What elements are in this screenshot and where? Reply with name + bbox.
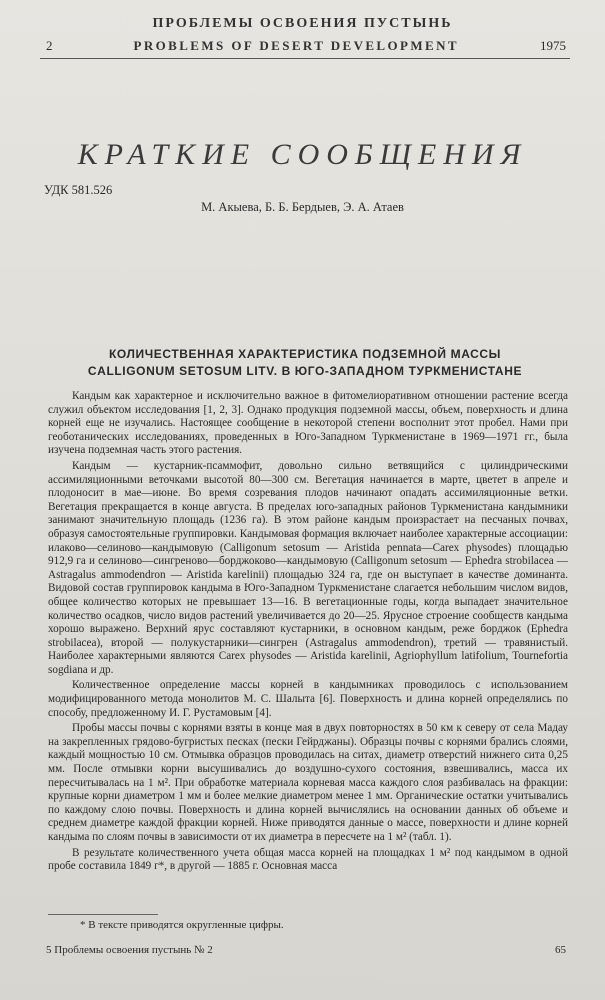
article-title-line: КОЛИЧЕСТВЕННАЯ ХАРАКТЕРИСТИКА ПОДЗЕМНОЙ МАССЫ xyxy=(108,347,502,361)
article-title-line: CALLIGONUM SETOSUM LITV. В ЮГО-ЗАПАДНОМ ТУРКМЕНИСТАНЕ xyxy=(87,364,523,378)
paragraph: Кандым как характерное и исключительно важное в фитомелиоративном отношении растение всегда служил объектом исследования [1, 2, 3]. Однако продукция подземной массы, объем, поверхность и длина корней еще не изучались. Настоящее сообщение в некоторой степени восполнит этот пробел. Нами при геоботанических исследованиях, проведенных в Юго-Западном Туркменистане в 1969—1971 гг., была изучена подземная часть этого растения. xyxy=(48,390,568,457)
authors: М. Акыева, Б. Б. Бердыев, Э. А. Атаев xyxy=(201,200,404,214)
page-number: 65 xyxy=(555,944,566,956)
footnote: * В тексте приводятся округленные цифры. xyxy=(80,919,284,931)
issue-number: 2 xyxy=(46,38,53,53)
paragraph: Количественное определение массы корней в кандымниках проводилось с использованием модифицированного метода монолитов М. С. Шалыта [6]. Поверхность и длина корней определялись по способу, предложенному И. Г. Рустамовым [4]. xyxy=(48,679,568,719)
header-divider xyxy=(40,58,570,59)
journal-title-ru: ПРОБЛЕМЫ ОСВОЕНИЯ ПУСТЫНЬ xyxy=(152,16,453,31)
page-footer xyxy=(46,944,566,956)
article-body xyxy=(48,390,568,876)
footnote-divider xyxy=(48,914,158,915)
article-title xyxy=(40,346,570,380)
paragraph: Кандым — кустарник-псаммофит, довольно сильно ветвящийся с цилиндрическими ассимиляционными веточками высотой 80—300 см. Вегетация начинается в марте, цветет в апреле и плодоносит в мае—июне. Во время созревания плодов начинают опадать ассимиляционные ветки. Вегетация прекращается в конце августа. В пределах юго-западных районов Туркменистана кандымники занимают значительную площадь (1236 га). В этом районе кандым произрастает на песчаных почвах, образуя самостоятельные группировки. Кандымовая формация включает наиболее характерные ассоциации: илаково—селиново—кандымовую (Calligonum setosum — Aristida pennata—Carex physodes) площадью 912,9 га и селиново—сингреново—борджоково—кандымовую (Calligonum setosum — Ephedra strobilacea — Astragalus ammodendron — Aristida karelinii) площадью 324 га, где он выступает в качестве доминанта. Видовой состав группировок кандыма в Юго-Западном Туркменистане слагается небольшим числом видов, общее количество которых не превышает 13—16. В вегетационные годы, когда выпадает значительное количество осадков, число видов растений увеличивается до 20—25. Ярусное строение сообществ кандыма хорошо выражено. Верхний ярус составляют кустарники, в основном кандым, реже борджок (Ephedra strobilacea), второй — полукустарники—сингрен (Astragalus ammodendron), третий — травянистый. Наиболее характерными являются Carex physodes — Aristida karelinii, Agriophyllum latifolium, Tournefortia sogdiana и др. xyxy=(48,459,568,676)
issue-year: 1975 xyxy=(539,38,566,53)
paragraph: В результате количественного учета общая масса корней на площадках 1 м² под кандымом в одной пробе составила 1849 г*, в другой — 1885 г. Основная масса xyxy=(48,846,568,873)
udk-code: УДК 581.526 xyxy=(44,183,113,197)
signature-mark: 5 Проблемы освоения пустынь № 2 xyxy=(46,944,213,956)
journal-header-row xyxy=(46,38,566,54)
journal-title-en: PROBLEMS OF DESERT DEVELOPMENT xyxy=(133,38,459,53)
section-title: КРАТКИЕ СООБЩЕНИЯ xyxy=(77,138,528,171)
paragraph: Пробы массы почвы с корнями взяты в конце мая в двух повторностях в 50 км к северу от села Мадау на закрепленных грядово-бугристых песках (пески Гейрджаны). Образцы почвы с корнями брались слоями, каждый мощностью 10 см. Отмывка образцов проводилась на ситах, диаметр отверстий нижнего сита 0,25 мм. После отмывки корни высушивались до воздушно-сухого состояния, взвешивались, масса их пересчитывалась на 1 м². При обработке материала корневая масса каждого слоя разбивалась на фракции: крупные корни диаметром 1 мм и более мелкие диаметром менее 1 мм. Органические остатки учитывались по каждому слою почвы. Поверхность и длина корней вычислялись на основании данных об объеме и среднем диаметре каждой фракции корней. Ниже приводятся данные о массе, поверхности и длине корней кандыма по слоям почвы в зависимости от их диаметра в пересчете на 1 м² (табл. 1). xyxy=(48,722,568,843)
